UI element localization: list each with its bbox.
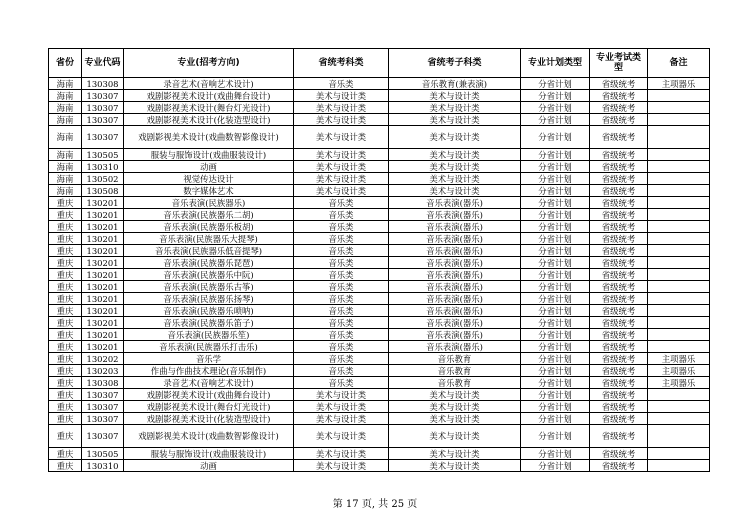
cell-major-code: 130202	[82, 353, 124, 365]
cell-major-code: 130307	[82, 90, 124, 102]
cell-plan-type: 分省计划	[521, 353, 590, 365]
cell-exam-category: 音乐类	[294, 78, 389, 90]
cell-exam-type: 省级统考	[590, 448, 648, 460]
cell-plan-type: 分省计划	[521, 269, 590, 281]
cell-major-code: 130505	[82, 149, 124, 161]
cell-major-direction: 录音艺术(音响艺术设计)	[124, 377, 294, 389]
cell-major-direction: 戏剧影视美术设计(舞台灯光设计)	[124, 102, 294, 114]
cell-exam-category: 美术与设计类	[294, 185, 389, 197]
cell-major-code: 130201	[82, 221, 124, 233]
table-row	[49, 448, 710, 460]
column-header-exam-type: 专业考试类型	[590, 49, 648, 78]
cell-major-direction: 服装与服饰设计(戏曲服装设计)	[124, 448, 294, 460]
table-row	[49, 102, 710, 114]
cell-major-direction: 音乐表演(民族器乐二胡)	[124, 209, 294, 221]
cell-exam-type: 省级统考	[590, 401, 648, 413]
cell-province: 海南	[49, 173, 82, 185]
table-row	[49, 341, 710, 353]
table-row	[49, 293, 710, 305]
cell-province: 重庆	[49, 293, 82, 305]
cell-major-code: 130201	[82, 209, 124, 221]
cell-major-code: 130307	[82, 425, 124, 448]
cell-plan-type: 分省计划	[521, 90, 590, 102]
cell-exam-subcategory: 音乐表演(器乐)	[389, 317, 521, 329]
cell-major-code: 130307	[82, 114, 124, 126]
cell-exam-category: 音乐类	[294, 221, 389, 233]
cell-remarks	[648, 389, 710, 401]
cell-major-direction: 音乐表演(民族器乐板胡)	[124, 221, 294, 233]
cell-remarks	[648, 173, 710, 185]
cell-exam-category: 美术与设计类	[294, 401, 389, 413]
cell-exam-subcategory: 美术与设计类	[389, 126, 521, 149]
cell-plan-type: 分省计划	[521, 401, 590, 413]
column-header-exam-category: 省统考科类	[294, 49, 389, 78]
table-row	[49, 173, 710, 185]
table-row	[49, 305, 710, 317]
cell-exam-category: 音乐类	[294, 281, 389, 293]
cell-plan-type: 分省计划	[521, 102, 590, 114]
cell-province: 重庆	[49, 365, 82, 377]
cell-province: 海南	[49, 149, 82, 161]
cell-exam-category: 音乐类	[294, 293, 389, 305]
cell-province: 重庆	[49, 329, 82, 341]
cell-remarks	[648, 90, 710, 102]
column-header-province: 省份	[49, 49, 82, 78]
cell-major-direction: 音乐表演(民族器乐大提琴)	[124, 233, 294, 245]
cell-exam-subcategory: 美术与设计类	[389, 389, 521, 401]
cell-exam-subcategory: 音乐表演(器乐)	[389, 293, 521, 305]
cell-plan-type: 分省计划	[521, 78, 590, 90]
cell-plan-type: 分省计划	[521, 460, 590, 472]
cell-exam-category: 音乐类	[294, 233, 389, 245]
cell-exam-subcategory: 音乐表演(器乐)	[389, 233, 521, 245]
cell-exam-subcategory: 美术与设计类	[389, 102, 521, 114]
cell-major-code: 130203	[82, 365, 124, 377]
cell-exam-subcategory: 音乐教育(兼表演)	[389, 78, 521, 90]
cell-plan-type: 分省计划	[521, 126, 590, 149]
cell-province: 重庆	[49, 257, 82, 269]
cell-exam-type: 省级统考	[590, 78, 648, 90]
cell-major-direction: 音乐表演(民族器乐打击乐)	[124, 341, 294, 353]
cell-plan-type: 分省计划	[521, 161, 590, 173]
cell-major-direction: 录音艺术(音响艺术设计)	[124, 78, 294, 90]
cell-exam-subcategory: 音乐表演(器乐)	[389, 269, 521, 281]
cell-remarks	[648, 221, 710, 233]
cell-remarks: 主项器乐	[648, 377, 710, 389]
cell-major-direction: 作曲与作曲技术理论(音乐制作)	[124, 365, 294, 377]
cell-major-direction: 音乐表演(民族器乐古筝)	[124, 281, 294, 293]
cell-province: 重庆	[49, 377, 82, 389]
cell-plan-type: 分省计划	[521, 389, 590, 401]
cell-exam-type: 省级统考	[590, 90, 648, 102]
cell-exam-category: 音乐类	[294, 377, 389, 389]
cell-exam-type: 省级统考	[590, 197, 648, 209]
cell-plan-type: 分省计划	[521, 114, 590, 126]
cell-remarks	[648, 245, 710, 257]
table-row	[49, 233, 710, 245]
cell-exam-category: 美术与设计类	[294, 413, 389, 425]
cell-province: 重庆	[49, 425, 82, 448]
cell-major-direction: 音乐表演(民族器乐低音提琴)	[124, 245, 294, 257]
cell-exam-type: 省级统考	[590, 413, 648, 425]
cell-exam-category: 音乐类	[294, 269, 389, 281]
cell-province: 重庆	[49, 448, 82, 460]
cell-exam-category: 美术与设计类	[294, 425, 389, 448]
table-body	[49, 78, 710, 472]
table-row	[49, 185, 710, 197]
cell-exam-subcategory: 音乐表演(器乐)	[389, 245, 521, 257]
cell-exam-category: 音乐类	[294, 317, 389, 329]
cell-exam-subcategory: 音乐表演(器乐)	[389, 221, 521, 233]
cell-major-direction: 音乐表演(民族器乐笙)	[124, 329, 294, 341]
cell-exam-category: 美术与设计类	[294, 114, 389, 126]
cell-exam-category: 美术与设计类	[294, 90, 389, 102]
cell-major-code: 130201	[82, 317, 124, 329]
cell-major-code: 130201	[82, 197, 124, 209]
cell-exam-category: 美术与设计类	[294, 126, 389, 149]
cell-major-code: 130201	[82, 305, 124, 317]
cell-province: 重庆	[49, 460, 82, 472]
cell-remarks	[648, 209, 710, 221]
cell-exam-category: 音乐类	[294, 329, 389, 341]
cell-province: 海南	[49, 90, 82, 102]
cell-exam-subcategory: 美术与设计类	[389, 161, 521, 173]
table-row	[49, 460, 710, 472]
table-header-row	[49, 49, 710, 78]
cell-major-direction: 动画	[124, 161, 294, 173]
cell-major-code: 130502	[82, 173, 124, 185]
cell-exam-subcategory: 音乐表演(器乐)	[389, 305, 521, 317]
cell-exam-type: 省级统考	[590, 209, 648, 221]
table-row	[49, 281, 710, 293]
cell-major-code: 130307	[82, 389, 124, 401]
cell-province: 重庆	[49, 281, 82, 293]
cell-plan-type: 分省计划	[521, 377, 590, 389]
table-row	[49, 413, 710, 425]
cell-remarks	[648, 161, 710, 173]
cell-remarks	[648, 114, 710, 126]
cell-remarks	[648, 102, 710, 114]
cell-major-direction: 动画	[124, 460, 294, 472]
cell-major-direction: 音乐表演(民族器乐琵琶)	[124, 257, 294, 269]
cell-exam-subcategory: 音乐表演(器乐)	[389, 197, 521, 209]
cell-exam-type: 省级统考	[590, 257, 648, 269]
table-row	[49, 149, 710, 161]
cell-exam-category: 音乐类	[294, 341, 389, 353]
cell-major-code: 130201	[82, 269, 124, 281]
table-row	[49, 78, 710, 90]
cell-plan-type: 分省计划	[521, 281, 590, 293]
cell-exam-type: 省级统考	[590, 281, 648, 293]
cell-exam-type: 省级统考	[590, 221, 648, 233]
table-row	[49, 425, 710, 448]
cell-exam-type: 省级统考	[590, 102, 648, 114]
table-row	[49, 377, 710, 389]
cell-province: 重庆	[49, 245, 82, 257]
cell-major-code: 130505	[82, 448, 124, 460]
cell-major-direction: 音乐表演(民族器乐扬琴)	[124, 293, 294, 305]
cell-major-direction: 音乐表演(民族器乐唢呐)	[124, 305, 294, 317]
cell-exam-category: 美术与设计类	[294, 149, 389, 161]
cell-major-code: 130508	[82, 185, 124, 197]
table-row	[49, 221, 710, 233]
cell-remarks	[648, 197, 710, 209]
cell-major-code: 130201	[82, 257, 124, 269]
cell-exam-type: 省级统考	[590, 317, 648, 329]
cell-exam-type: 省级统考	[590, 341, 648, 353]
cell-major-direction: 音乐表演(民族器乐)	[124, 197, 294, 209]
cell-exam-category: 美术与设计类	[294, 173, 389, 185]
cell-remarks: 主项器乐	[648, 365, 710, 377]
cell-exam-type: 省级统考	[590, 269, 648, 281]
cell-major-direction: 音乐表演(民族器乐中阮)	[124, 269, 294, 281]
cell-major-direction: 音乐学	[124, 353, 294, 365]
cell-exam-type: 省级统考	[590, 161, 648, 173]
cell-exam-type: 省级统考	[590, 389, 648, 401]
column-header-plan-type: 专业计划类型	[521, 49, 590, 78]
cell-province: 重庆	[49, 401, 82, 413]
cell-exam-subcategory: 音乐表演(器乐)	[389, 281, 521, 293]
cell-major-code: 130307	[82, 126, 124, 149]
table-row	[49, 353, 710, 365]
cell-major-direction: 戏剧影视美术设计(化装造型设计)	[124, 413, 294, 425]
cell-exam-type: 省级统考	[590, 365, 648, 377]
cell-remarks	[648, 413, 710, 425]
cell-exam-subcategory: 音乐表演(器乐)	[389, 257, 521, 269]
cell-exam-type: 省级统考	[590, 173, 648, 185]
table-row	[49, 126, 710, 149]
cell-major-direction: 戏剧影视美术设计(戏曲数智影像设计)	[124, 425, 294, 448]
cell-exam-category: 音乐类	[294, 245, 389, 257]
cell-plan-type: 分省计划	[521, 425, 590, 448]
cell-province: 重庆	[49, 233, 82, 245]
cell-exam-category: 美术与设计类	[294, 161, 389, 173]
cell-plan-type: 分省计划	[521, 221, 590, 233]
table-row	[49, 329, 710, 341]
cell-exam-category: 音乐类	[294, 365, 389, 377]
cell-remarks: 主项器乐	[648, 353, 710, 365]
cell-major-code: 130201	[82, 233, 124, 245]
cell-exam-subcategory: 美术与设计类	[389, 90, 521, 102]
cell-plan-type: 分省计划	[521, 257, 590, 269]
cell-exam-subcategory: 音乐表演(器乐)	[389, 329, 521, 341]
cell-province: 海南	[49, 161, 82, 173]
cell-remarks	[648, 257, 710, 269]
cell-exam-subcategory: 音乐教育	[389, 377, 521, 389]
cell-exam-category: 音乐类	[294, 257, 389, 269]
cell-remarks	[648, 317, 710, 329]
cell-major-direction: 视觉传达设计	[124, 173, 294, 185]
cell-plan-type: 分省计划	[521, 185, 590, 197]
cell-exam-subcategory: 美术与设计类	[389, 114, 521, 126]
cell-exam-type: 省级统考	[590, 425, 648, 448]
cell-remarks	[648, 281, 710, 293]
cell-remarks	[648, 149, 710, 161]
cell-major-code: 130201	[82, 281, 124, 293]
table-row	[49, 365, 710, 377]
cell-plan-type: 分省计划	[521, 413, 590, 425]
cell-remarks: 主项器乐	[648, 78, 710, 90]
table-row	[49, 317, 710, 329]
cell-province: 重庆	[49, 305, 82, 317]
cell-exam-type: 省级统考	[590, 293, 648, 305]
cell-exam-type: 省级统考	[590, 233, 648, 245]
table-row	[49, 389, 710, 401]
cell-plan-type: 分省计划	[521, 341, 590, 353]
cell-province: 重庆	[49, 269, 82, 281]
cell-remarks	[648, 460, 710, 472]
cell-province: 重庆	[49, 209, 82, 221]
cell-exam-type: 省级统考	[590, 114, 648, 126]
cell-exam-type: 省级统考	[590, 460, 648, 472]
cell-major-direction: 戏剧影视美术设计(戏曲数智影像设计)	[124, 126, 294, 149]
admissions-table	[48, 48, 710, 472]
cell-major-code: 130308	[82, 377, 124, 389]
cell-exam-subcategory: 美术与设计类	[389, 185, 521, 197]
cell-exam-subcategory: 美术与设计类	[389, 173, 521, 185]
cell-exam-category: 音乐类	[294, 197, 389, 209]
cell-remarks	[648, 185, 710, 197]
cell-exam-type: 省级统考	[590, 353, 648, 365]
cell-exam-type: 省级统考	[590, 126, 648, 149]
cell-exam-category: 音乐类	[294, 209, 389, 221]
cell-major-code: 130201	[82, 293, 124, 305]
cell-major-direction: 戏剧影视美术设计(舞台灯光设计)	[124, 401, 294, 413]
cell-exam-type: 省级统考	[590, 185, 648, 197]
cell-major-code: 130310	[82, 460, 124, 472]
cell-exam-type: 省级统考	[590, 245, 648, 257]
cell-province: 重庆	[49, 341, 82, 353]
table-row	[49, 257, 710, 269]
cell-major-code: 130307	[82, 413, 124, 425]
cell-exam-type: 省级统考	[590, 305, 648, 317]
cell-exam-category: 美术与设计类	[294, 460, 389, 472]
cell-plan-type: 分省计划	[521, 149, 590, 161]
cell-remarks	[648, 329, 710, 341]
cell-major-direction: 服装与服饰设计(戏曲服装设计)	[124, 149, 294, 161]
cell-remarks	[648, 305, 710, 317]
cell-remarks	[648, 401, 710, 413]
cell-province: 海南	[49, 185, 82, 197]
cell-exam-subcategory: 音乐教育	[389, 353, 521, 365]
page-number: 第 17 页, 共 25 页	[332, 499, 418, 510]
cell-exam-category: 美术与设计类	[294, 102, 389, 114]
cell-major-code: 130307	[82, 401, 124, 413]
cell-major-code: 130201	[82, 341, 124, 353]
column-header-major-direction: 专业(招考方向)	[124, 49, 294, 78]
cell-exam-category: 音乐类	[294, 305, 389, 317]
cell-plan-type: 分省计划	[521, 365, 590, 377]
cell-exam-subcategory: 音乐表演(器乐)	[389, 209, 521, 221]
cell-plan-type: 分省计划	[521, 197, 590, 209]
cell-remarks	[648, 448, 710, 460]
column-header-major-code: 专业代码	[82, 49, 124, 78]
cell-remarks	[648, 293, 710, 305]
cell-province: 海南	[49, 102, 82, 114]
cell-province: 重庆	[49, 389, 82, 401]
cell-exam-type: 省级统考	[590, 149, 648, 161]
table-row	[49, 245, 710, 257]
table-row	[49, 90, 710, 102]
table-row	[49, 269, 710, 281]
cell-exam-category: 音乐类	[294, 353, 389, 365]
table-row	[49, 197, 710, 209]
cell-plan-type: 分省计划	[521, 329, 590, 341]
cell-exam-subcategory: 美术与设计类	[389, 149, 521, 161]
cell-exam-subcategory: 美术与设计类	[389, 425, 521, 448]
cell-province: 海南	[49, 78, 82, 90]
cell-remarks	[648, 269, 710, 281]
column-header-remarks: 备注	[648, 49, 710, 78]
cell-remarks	[648, 425, 710, 448]
cell-exam-subcategory: 美术与设计类	[389, 448, 521, 460]
cell-exam-category: 美术与设计类	[294, 389, 389, 401]
cell-major-code: 130310	[82, 161, 124, 173]
cell-exam-subcategory: 美术与设计类	[389, 460, 521, 472]
cell-exam-type: 省级统考	[590, 329, 648, 341]
cell-plan-type: 分省计划	[521, 173, 590, 185]
cell-plan-type: 分省计划	[521, 448, 590, 460]
cell-plan-type: 分省计划	[521, 209, 590, 221]
table-row	[49, 161, 710, 173]
cell-province: 重庆	[49, 221, 82, 233]
cell-province: 重庆	[49, 353, 82, 365]
cell-exam-subcategory: 音乐教育	[389, 365, 521, 377]
cell-major-direction: 戏剧影视美术设计(戏曲舞台设计)	[124, 389, 294, 401]
cell-exam-category: 美术与设计类	[294, 448, 389, 460]
column-header-exam-subcategory: 省统考子科类	[389, 49, 521, 78]
cell-remarks	[648, 233, 710, 245]
cell-major-direction: 戏剧影视美术设计(化装造型设计)	[124, 114, 294, 126]
table-row	[49, 209, 710, 221]
cell-exam-type: 省级统考	[590, 377, 648, 389]
cell-major-direction: 数字媒体艺术	[124, 185, 294, 197]
cell-plan-type: 分省计划	[521, 317, 590, 329]
cell-province: 重庆	[49, 413, 82, 425]
cell-major-code: 130307	[82, 102, 124, 114]
cell-plan-type: 分省计划	[521, 245, 590, 257]
cell-province: 海南	[49, 114, 82, 126]
cell-exam-subcategory: 美术与设计类	[389, 401, 521, 413]
cell-plan-type: 分省计划	[521, 305, 590, 317]
cell-province: 重庆	[49, 197, 82, 209]
table-row	[49, 401, 710, 413]
cell-major-direction: 音乐表演(民族器乐笛子)	[124, 317, 294, 329]
cell-province: 海南	[49, 126, 82, 149]
cell-major-code: 130201	[82, 329, 124, 341]
cell-exam-subcategory: 美术与设计类	[389, 413, 521, 425]
cell-exam-subcategory: 音乐表演(器乐)	[389, 341, 521, 353]
cell-major-direction: 戏剧影视美术设计(戏曲舞台设计)	[124, 90, 294, 102]
cell-remarks	[648, 126, 710, 149]
cell-plan-type: 分省计划	[521, 293, 590, 305]
table-row	[49, 114, 710, 126]
cell-plan-type: 分省计划	[521, 233, 590, 245]
cell-province: 重庆	[49, 317, 82, 329]
cell-major-code: 130308	[82, 78, 124, 90]
cell-remarks	[648, 341, 710, 353]
cell-major-code: 130201	[82, 245, 124, 257]
